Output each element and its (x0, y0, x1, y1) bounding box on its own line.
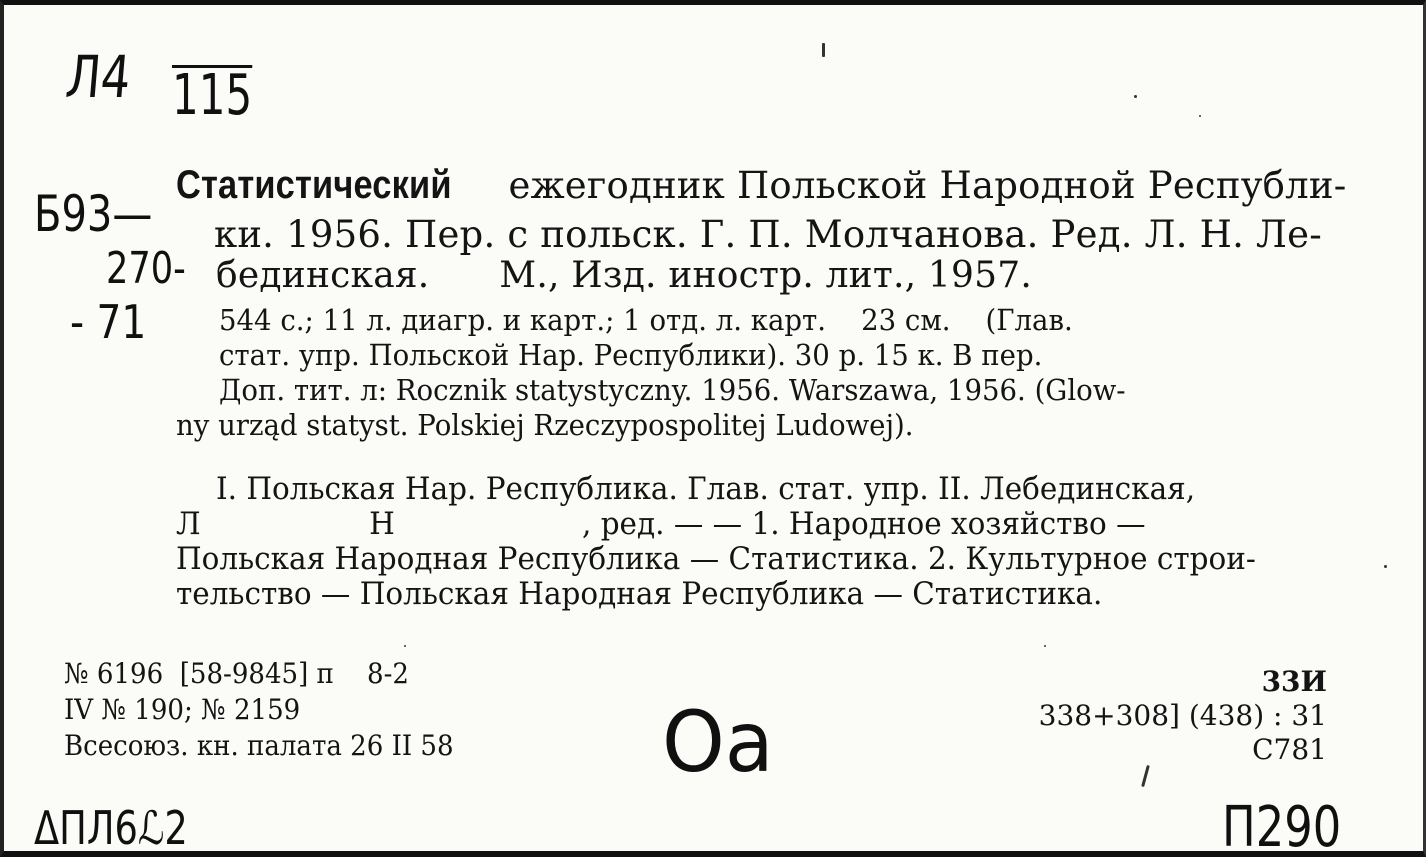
entry-title-line (176, 163, 1346, 208)
handwritten-shelfmark-top (63, 43, 133, 111)
tracing-line-2: Л Н , ред. — — 1. Народное хозяйство — (176, 506, 1146, 542)
footer-right-line-2: 338+308] (438) : 31 (1038, 699, 1327, 732)
footer-left-line-2: IV № 190; № 2159 (64, 693, 301, 726)
entry-line-3: бединская. М., Изд. иностр. лит., 1957. (216, 255, 1032, 296)
footer-right-line-3: С781 (1252, 733, 1327, 766)
scan-speck (1384, 565, 1387, 568)
scan-speck (1044, 645, 1046, 647)
footer-right-line-1: 33И (1261, 665, 1327, 698)
scan-speck (1134, 95, 1137, 98)
entry-title-bold: Статистический (176, 163, 452, 207)
tracing-line-4: тельство — Польская Народная Республика — Статистика. (176, 576, 1103, 612)
handwritten-shelfmark-number: 115 (172, 63, 253, 128)
handwritten-bottom-right: П290 (1222, 795, 1342, 857)
tracing-line-3: Польская Народная Республика — Статистика. 2. Культурное строи- (176, 541, 1256, 577)
entry-description-1: 544 с.; 11 л. диагр. и карт.; 1 отд. л. карт. 23 см. (Глав. (219, 303, 1073, 337)
handwritten-margin-code-2: 270- (106, 243, 186, 294)
footer-left-line-3: Всесоюз. кн. палата 26 II 58 (64, 729, 454, 762)
scan-speck (822, 43, 825, 57)
handwritten-margin-code-3: - 71 (70, 295, 147, 349)
scan-speck (1199, 115, 1201, 117)
handwritten-margin-code-1: Б93— (34, 185, 153, 243)
entry-line-2: ки. 1956. Пер. с польск. Г. П. Молчанова. Ред. Л. Н. Ле- (214, 213, 1322, 256)
entry-description-4: ny urząd statyst. Polskiej Rzeczypospolitej Ludowej). (176, 408, 914, 442)
scan-speck (404, 645, 406, 647)
entry-title-rest: ежегодник Польской Народной Республи- (496, 164, 1347, 207)
handwritten-bottom-left: ΔПЛ6ℒ2 (34, 801, 188, 855)
footer-left-line-1: № 6196 [58-9845] п 8-2 (64, 657, 409, 690)
handwritten-shelfmark-prefix: Л4 (63, 43, 134, 111)
tracing-line-1: I. Польская Нар. Республика. Глав. стат. упр. II. Лебединская, (216, 471, 1196, 507)
handwritten-stamp: Оа (662, 693, 774, 791)
entry-description-3: Доп. тит. л: Rocznik statystyczny. 1956. Warszawa, 1956. (Glow- (219, 373, 1126, 407)
scan-speck (1141, 765, 1150, 787)
entry-description-2: стат. упр. Польской Нар. Республики). 30 р. 15 к. В пер. (219, 338, 1043, 372)
